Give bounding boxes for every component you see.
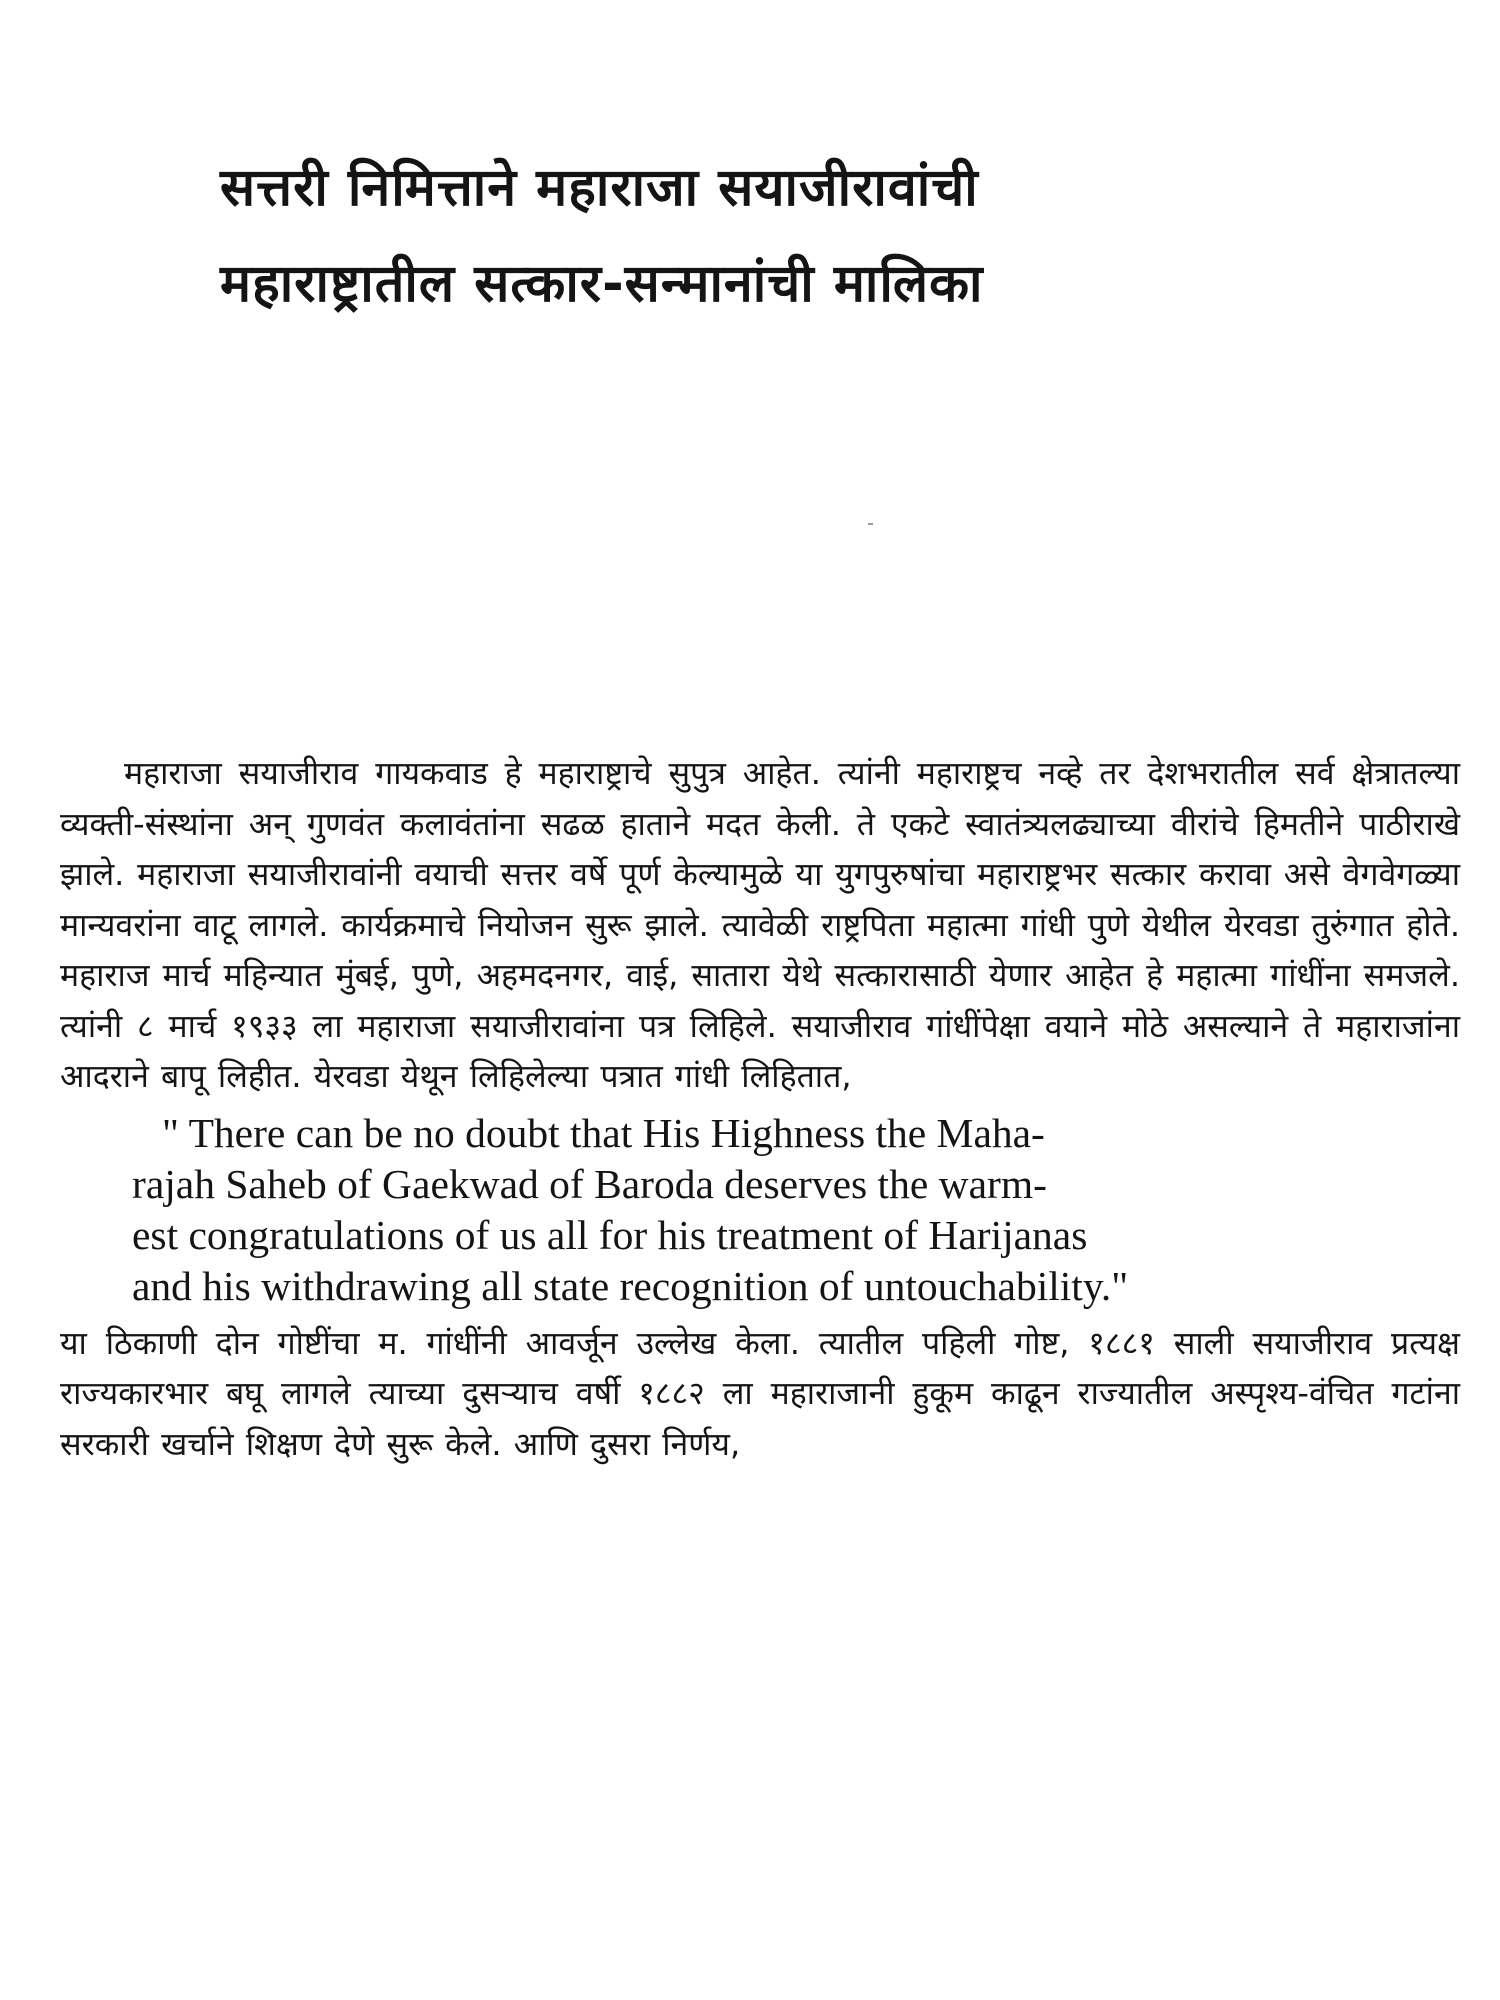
quote-line-2: rajah Saheb of Gaekwad of Baroda deserves the warm- <box>132 1160 1047 1207</box>
chapter-title <box>220 140 1350 332</box>
gandhi-quote <box>60 1108 1460 1312</box>
paragraph-2: या ठिकाणी दोन गोष्टींचा म. गांधींनी आवर्जून उल्लेख केला. त्यातील पहिली गोष्ट, १८८१ साली सयाजीराव प्रत्यक्ष राज्यकारभार बघू लागले त्याच्या दुसऱ्याच वर्षी १८८२ ला महाराजानी हुकूम काढून राज्यातील अस्पृश्य-वंचित गटांना सरकारी खर्चाने शिक्षण देणे सुरू केले. आणि दुसरा निर्णय, <box>60 1323 1460 1463</box>
paragraph-1: महाराजा सयाजीराव गायकवाड हे महाराष्ट्राचे सुपुत्र आहेत. त्यांनी महाराष्ट्रच नव्हे तर देशभरातील सर्व क्षेत्रातल्या व्यक्ती-संस्थांना अन् गुणवंत कलावंतांना सढळ हाताने मदत केली. ते एकटे स्वातंत्र्यलढ्याच्या वीरांचे हिमतीने पाठीराखे झाले. महाराजा सयाजीरावांनी वयाची सत्तर वर्षे पूर्ण केल्यामुळे या युगपुरुषांचा महाराष्ट्रभर सत्कार करावा असे वेगवेगळ्या मान्यवरांना वाटू लागले. कार्यक्रमाचे नियोजन सुरू झाले. त्यावेळी राष्ट्रपिता महात्मा गांधी पुणे येथील येरवडा तुरुंगात होते. महाराज मार्च महिन्यात मुंबई, पुणे, अहमदनगर, वाई, सातारा येथे सत्कारासाठी येणार आहेत हे महात्मा गांधींना समजले. त्यांनी ८ मार्च १९३३ ला महाराजा सयाजीरावांना पत्र लिहिले. सयाजीराव गांधींपेक्षा वयाने मोठे असल्याने ते महाराजांना आदराने बापू लिहीत. येरवडा येथून लिहिलेल्या पत्रात गांधी लिहितात, <box>60 754 1460 1095</box>
title-line-1: सत्तरी निमित्ताने महाराजा सयाजीरावांची <box>220 158 979 218</box>
quote-line-1: " There can be no doubt that His Highness the Maha- <box>162 1109 1045 1156</box>
title-line-2: महाराष्ट्रातील सत्कार-सन्मानांची मालिका <box>220 254 984 314</box>
quote-line-3: est congratulations of us all for his treatment of Harijanas <box>132 1211 1088 1258</box>
scan-speck <box>868 523 873 525</box>
body-text <box>60 748 1460 1469</box>
quote-line-4: and his withdrawing all state recognition of untouchability." <box>132 1262 1129 1309</box>
